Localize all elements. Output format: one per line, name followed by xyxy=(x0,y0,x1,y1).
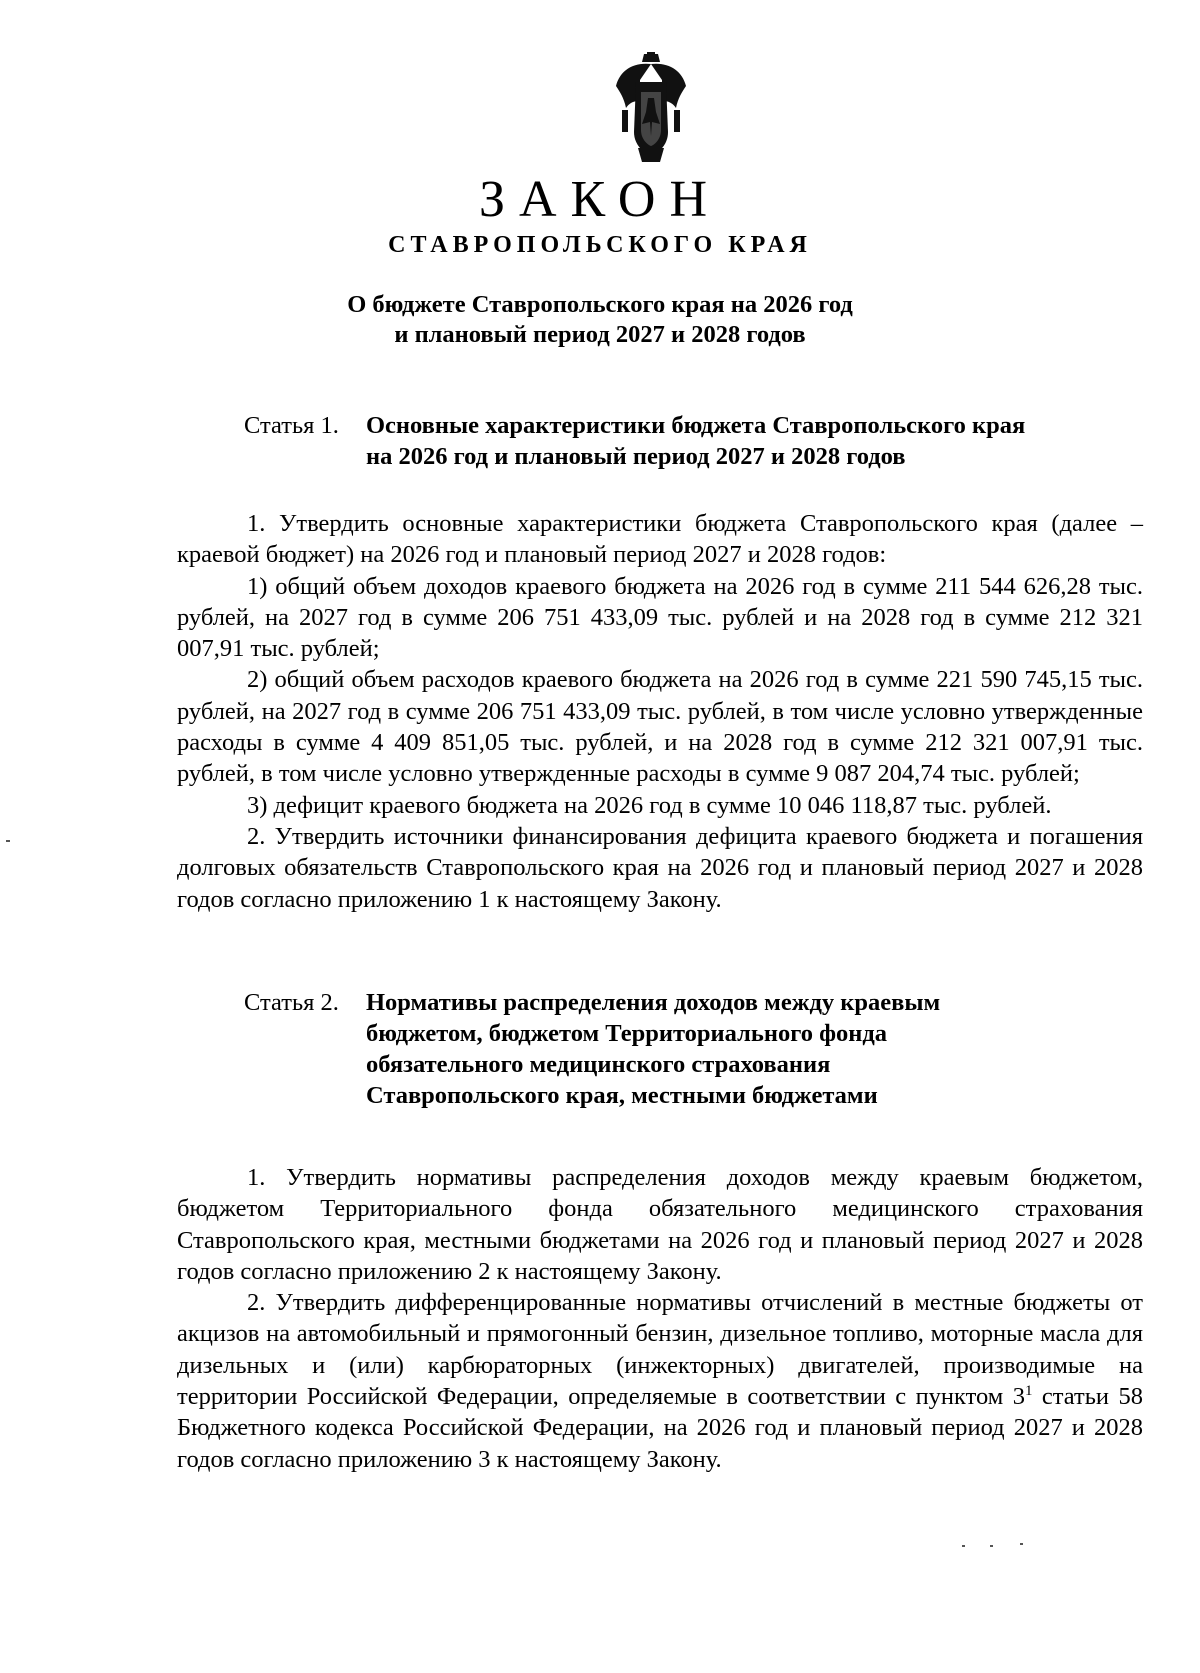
law-name-line: О бюджете Ставропольского края на 2026 год xyxy=(347,291,853,318)
scan-artifact xyxy=(962,1545,965,1547)
paragraph xyxy=(177,1287,1143,1475)
article-title-line: Основные характеристики бюджета Ставропольского края xyxy=(366,412,1026,439)
document-title: ЗАКОН xyxy=(478,171,722,228)
article-number: Статья 2. xyxy=(244,989,339,1016)
paragraph: 1. Утвердить основные характеристики бюджета Ставропольского края (далее – краевой бюджет) на 2026 год и плановый период 2027 и 2028 годов: xyxy=(177,510,1143,569)
scan-artifact xyxy=(1020,1543,1023,1545)
superscript: 1 xyxy=(1024,1382,1033,1399)
paragraph: 1) общий объем доходов краевого бюджета на 2026 год в сумме 211 544 626,28 тыс. рублей, на 2027 год в сумме 206 751 433,09 тыс. рублей и на 2028 год в сумме 212 321 007,91 тыс. рублей; xyxy=(177,572,1143,663)
paragraph-text: 2. Утвердить дифференцированные нормативы отчислений в местные бюджеты от акцизов на автомобильный и прямогонный бензин, дизельное топливо, моторные масла для дизельных и (или) карбюраторных (инжекторных) двигателей, производимые на территории Российской Федерации, определяемые в соответствии с пунктом 3 xyxy=(177,1289,1143,1411)
scan-artifact xyxy=(990,1545,993,1547)
article-title-line: бюджетом, бюджетом Территориального фонда xyxy=(366,1020,888,1047)
scan-artifact xyxy=(6,840,10,842)
coat-of-arms-icon xyxy=(614,52,688,162)
article-title xyxy=(366,410,1025,472)
law-name-line: и плановый период 2027 и 2028 годов xyxy=(394,321,806,348)
article-title-line: обязательного медицинского страхования xyxy=(366,1051,831,1078)
article-title-line: Ставропольского края, местными бюджетами xyxy=(366,1082,878,1109)
paragraph-text: статьи 58 Бюджетного кодекса Российской Федерации, на 2026 год и плановый период 2027 и 2028 годов согласно приложению 3 к настоящему Закону. xyxy=(177,1383,1143,1473)
document-subtitle: СТАВРОПОЛЬСКОГО КРАЯ xyxy=(388,232,812,258)
article-number: Статья 1. xyxy=(244,412,339,439)
article-1-body xyxy=(177,508,1143,915)
article-title-line: на 2026 год и плановый период 2027 и 2028 годов xyxy=(366,443,906,470)
article-title-line: Нормативы распределения доходов между краевым xyxy=(366,989,941,1016)
paragraph: 1. Утвердить нормативы распределения доходов между краевым бюджетом, бюджетом Территориального фонда обязательного медицинского страхования Ставропольского края, местными бюджетами на 2026 год и плановый период 2027 и 2028 годов согласно приложению 2 к настоящему Закону. xyxy=(177,1164,1143,1285)
paragraph: 3) дефицит краевого бюджета на 2026 год в сумме 10 046 118,87 тыс. рублей. xyxy=(247,791,1052,819)
paragraph: 2) общий объем расходов краевого бюджета на 2026 год в сумме 221 590 745,15 тыс. рублей, на 2027 год в сумме 206 751 433,09 тыс. рублей, в том числе условно утвержденные расходы в сумме 4 409 851,05 тыс. рублей, и на 2028 год в сумме 212 321 007,91 тыс. рублей, в том числе условно утвержденные расходы в сумме 9 087 204,74 тыс. рублей; xyxy=(177,666,1143,788)
article-2-body xyxy=(177,1162,1143,1475)
article-title xyxy=(366,987,940,1111)
law-name xyxy=(0,290,1200,350)
paragraph: 2. Утвердить источники финансирования дефицита краевого бюджета и погашения долговых обязательств Ставропольского края на 2026 год и плановый период 2027 и 2028 годов согласно приложению 1 к настоящему Закону. xyxy=(177,822,1143,913)
